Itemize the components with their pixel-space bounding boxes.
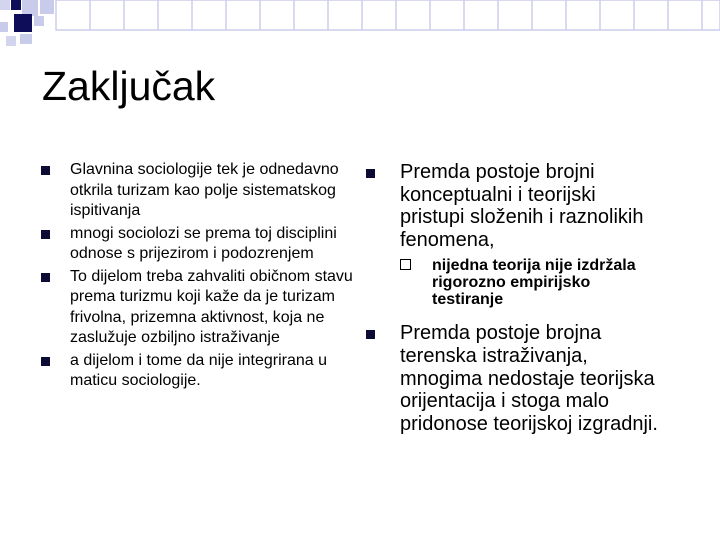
right-bullet-list [364, 161, 664, 435]
list-item [38, 160, 353, 222]
list-item-text: a dijelom i tome da nije integrirana u maticu sociologije. [70, 351, 328, 389]
list-item-text: Premda postoje brojni konceptualni i teorijski pristupi složenih i raznolikih fenomena, [400, 161, 644, 251]
square-bullet-icon [41, 230, 50, 239]
square-bullet-icon [366, 330, 375, 339]
square-bullet-icon [366, 169, 375, 178]
list-item [364, 161, 664, 251]
hollow-square-bullet-icon [400, 259, 411, 270]
list-item [38, 224, 353, 265]
list-item-text: mnogi sociolozi se prema toj disciplini odnose s prijezirom i podozrenjem [70, 224, 337, 262]
header-decoration [0, 0, 720, 48]
left-bullet-list [38, 160, 353, 394]
list-item [364, 322, 664, 435]
list-item-text: To dijelom treba zahvaliti običnom stavu prema turizmu koji kaže da je turizam frivolna, prizemna aktivnost, koja ne zaslužuje ozbiljno istraživanje [70, 267, 353, 346]
list-item-text: Premda postoje brojna terenska istraživanja, mnogima nedostaje teorijska orijentacija i stoga malo pridonose teorijskoj izgradnji. [400, 322, 658, 435]
list-item-text: Glavnina sociologije tek je odnedavno otkrila turizam kao polje sistematskog ispitivanja [70, 161, 339, 219]
square-bullet-icon [41, 273, 50, 282]
square-bullet-icon [41, 166, 50, 175]
slide-title: Zaključak [42, 63, 216, 109]
sub-list-item-text: nijedna teorija nije izdržala rigorozno empirijsko testiranje [432, 257, 636, 309]
square-bullet-icon [41, 357, 50, 366]
list-item [38, 351, 353, 392]
list-item [38, 267, 353, 349]
sub-list-item [400, 257, 664, 308]
